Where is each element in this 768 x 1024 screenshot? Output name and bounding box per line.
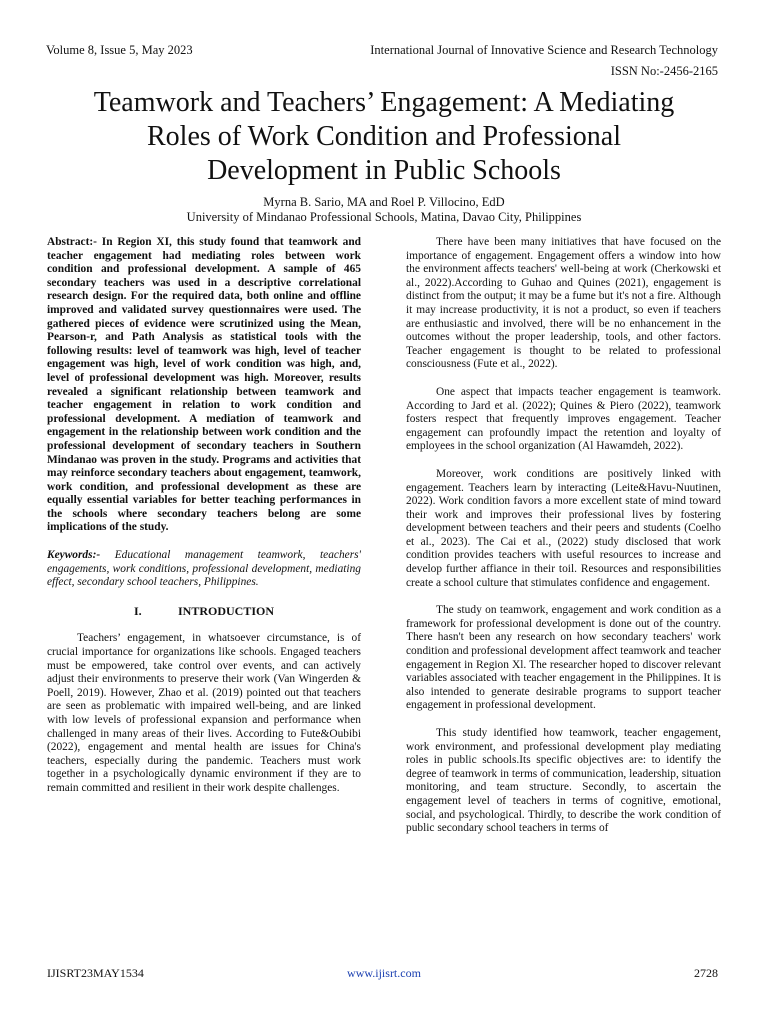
abstract-text: In Region XI, this study found that teamwork and teacher engagement had mediating roles between work condition and professional development. A sample of 465 secondary teachers was used in a descriptive correlational research design. For the required data, both online and offline improved and validated survey questionnaires were used. The gathered pieces of evidence were scrutinized using the Mean, Pearson-r, and Path Analysis as statistical tools with the following results: level of teamwork was high, level of teacher engagement was high, level of work condition was high, and, level of professional development was high. Moreover, results revealed a significant relationship between teamwork and teacher engagement in relation to work condition and professional development. A mediation of teamwork and engagement in the relationship between work condition and the professional development of secondary teachers in Southern Mindanao was proven in the study. Programs and activities that may reinforce secondary teachers about engagement, teamwork, work condition, and professional development as these are equally essential variables for better teaching performances in the schools where secondary teachers belong are some implications of the study. [47,236,361,534]
body-paragraph: This study identified how teamwork, teacher engagement, work environment, and professional development play mediating roles in public schools.Its specific objectives are: to identify the degree of teamwork in terms of communication, leadership, situation monitoring, and team structure. Secondly, to ascertain the engagement level of teachers in terms of cognitive, emotional, social, and psychological. Thirdly, to describe the work condition of public secondary school teachers in terms of [406,727,721,835]
section-number: I. [133,603,142,618]
body-paragraph: Moreover, work conditions are positively linked with engagement. Teachers learn by interacting (Leite&Havu-Nuutinen, 2022). Work condition favors a more excellent state of mind toward their work and improves their professional lives by fostering development between teachers and their peers and students (Coelho et al., 2023). The Cai et al., (2022) study disclosed that work condition provides teachers with useful resources to increase and develop further affiance in their toil. Resources and responsibilities create a school culture that stimulates confidence and engagement. [406,467,721,589]
paper-title [40,86,728,188]
body-paragraph: One aspect that impacts teacher engagement is teamwork. According to Jard et al. (2022); Quines & Piero (2022), teamwork fosters respect that frequently improves engagement. Teacher engagement can profoundly impact the retention and loyalty of employees in the school organization (Al Hawamdeh, 2022). [406,385,721,453]
title-line: Roles of Work Condition and Professional [147,121,621,152]
title-line: Teamwork and Teachers’ Engagement: A Mediating [93,87,675,118]
abstract [47,236,361,535]
affiliation: University of Mindanao Professional Schools, Matina, Davao City, Philippines [186,210,582,224]
section-heading [47,605,361,619]
intro-paragraph: Teachers’ engagement, in whatsoever circumstance, is of crucial importance for organizations like schools. Engaged teachers must be empowered, take control over events, and can actively adjust their environments to preserve their work (Van Wingerden & Poell, 2019). However, Zhao et al. (2019) pointed out that teachers are seen as problematic with impaired well-being, and are linked with low levels of professional expansion and performance when challenged in many areas of their lives. According to Fute&Oubibi (2022), engagement and mental health are issues for China's teachers, especially during the pandemic. Teachers must work together in a psychologically dynamic environment if they are to remain committed and resilient in their work despite challenges. [47,632,361,794]
keywords [47,549,361,590]
body-paragraph: The study on teamwork, engagement and work condition as a framework for professional development is done out of the country. There hasn't been any research on how secondary teachers' work condition and professional development affect teamwork and teacher engagement in Region Xl. The researcher hoped to discover relevant variables associated with teacher engagement in the Philippines. It is also intended to generate desirable programs to support teacher engagement in professional development. [406,604,721,712]
journal-name: International Journal of Innovative Science and Research Technology [370,43,718,57]
footer-website [0,966,768,981]
body-paragraph: There have been many initiatives that have focused on the importance of engagement. Engagement offers a window into how the environment affects teachers' well-being at work (Cherkowski et al., 2022).According to Guhao and Quines (2021), engagement is distinct from the output; it may be a fume but it's not a fire. Although it may increase productivity, it is not a product, so even if teachers are enthusiastic and involved, there will be no enhancement in the outcomes without the proper leadership, tools, and other factors. Teacher engagement is thought to be related to professional consciousness (Fute et al., 2022). [406,236,721,371]
authors: Myrna B. Sario, MA and Roel P. Villocino, EdD [263,195,505,209]
abstract-label: Abstract:- [47,236,97,248]
volume-info: Volume 8, Issue 5, May 2023 [46,43,193,57]
title-line: Development in Public Schools [207,155,561,186]
website-link[interactable]: www.ijisrt.com [347,966,421,980]
section-title: INTRODUCTION [177,603,274,618]
keywords-text: Educational management teamwork, teachers' engagements, work conditions, professional development, mediating effect, secondary school teachers, Philippines. [47,549,361,589]
right-column [406,236,721,836]
left-column [47,236,361,796]
page-number: 2728 [694,966,718,980]
keywords-label: Keywords:- [47,549,101,562]
paper-id: IJISRT23MAY1534 [47,966,144,980]
issn: ISSN No:-2456-2165 [610,64,718,78]
